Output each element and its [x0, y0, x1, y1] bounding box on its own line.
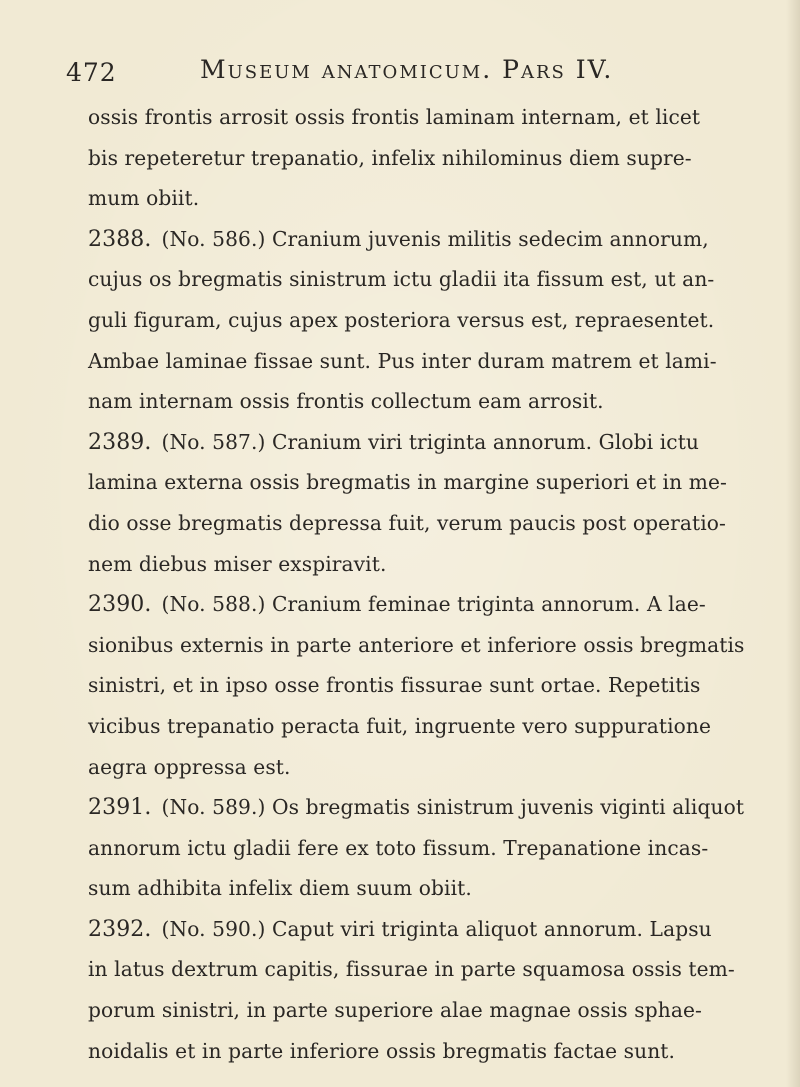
text-line: annorum ictu gladii fere ex toto fissum. Trepanatione incas-	[88, 835, 709, 860]
text-line: vicibus trepanatio peracta fuit, ingruente vero suppuratione	[88, 713, 712, 738]
entry-2390	[88, 584, 728, 625]
text-line: aegra oppressa est.	[88, 754, 291, 779]
entry-text: (No. 586.) Cranium juvenis militis sedecim annorum,	[161, 226, 709, 251]
text-line: porum sinistri, in parte superiore alae magnae ossis sphae-	[88, 998, 702, 1023]
entry-number: 2391.	[88, 795, 152, 821]
text-line: noidalis et in parte inferiore ossis bregmatis factae sunt.	[88, 1038, 676, 1063]
running-head: Museum anatomicum. Pars IV.	[200, 55, 614, 84]
text-line: cujus os bregmatis sinistrum ictu gladii ita fissum est, ut an-	[88, 267, 715, 292]
text-line: ossis frontis arrosit ossis frontis laminam internam, et licet	[88, 105, 701, 129]
text-line: Ambae laminae fissae sunt. Pus inter duram matrem et lami-	[88, 348, 717, 373]
page-edge-shadow	[786, 0, 800, 1087]
entry-number: 2388.	[88, 226, 152, 252]
text-line: guli figuram, cujus apex posteriora versus est, repraesentet.	[88, 307, 715, 332]
entry-2389	[88, 422, 728, 463]
page-header	[66, 52, 706, 92]
entry-number: 2392.	[88, 916, 152, 942]
text-line: nem diebus miser exspiravit.	[88, 551, 387, 576]
body-text	[88, 97, 745, 1071]
entry-text: (No. 588.) Cranium feminae triginta annorum. A lae-	[161, 592, 706, 617]
text-line: sionibus externis in parte anteriore et inferiore ossis bregmatis	[88, 632, 745, 657]
entry-text: (No. 589.) Os bregmatis sinistrum juvenis viginti aliquot	[161, 795, 745, 820]
text-line: lamina externa ossis bregmatis in margine superiori et in me-	[88, 470, 727, 495]
text-line: mum obiit.	[88, 186, 200, 211]
text-line: bis repeteretur trepanatio, infelix nihilominus diem supre-	[88, 145, 692, 170]
entry-number: 2389.	[88, 429, 152, 455]
text-line: dio osse bregmatis depressa fuit, verum paucis post operatio-	[88, 510, 726, 535]
page-number: 472	[66, 58, 117, 87]
text-line: in latus dextrum capitis, fissurae in parte squamosa ossis tem-	[88, 957, 735, 982]
entry-2391	[88, 787, 745, 828]
text-line: nam internam ossis frontis collectum eam arrosit.	[88, 389, 604, 414]
entry-text: (No. 590.) Caput viri triginta aliquot annorum. Lapsu	[161, 916, 712, 941]
entry-2392	[88, 909, 728, 950]
text-line: sinistri, et in ipso osse frontis fissurae sunt ortae. Repetitis	[88, 673, 701, 698]
entry-text: (No. 587.) Cranium viri triginta annorum. Globi ictu	[161, 429, 700, 454]
entry-number: 2390.	[88, 592, 152, 618]
text-line: sum adhibita infelix diem suum obiit.	[88, 876, 472, 901]
entry-2388	[88, 219, 728, 260]
